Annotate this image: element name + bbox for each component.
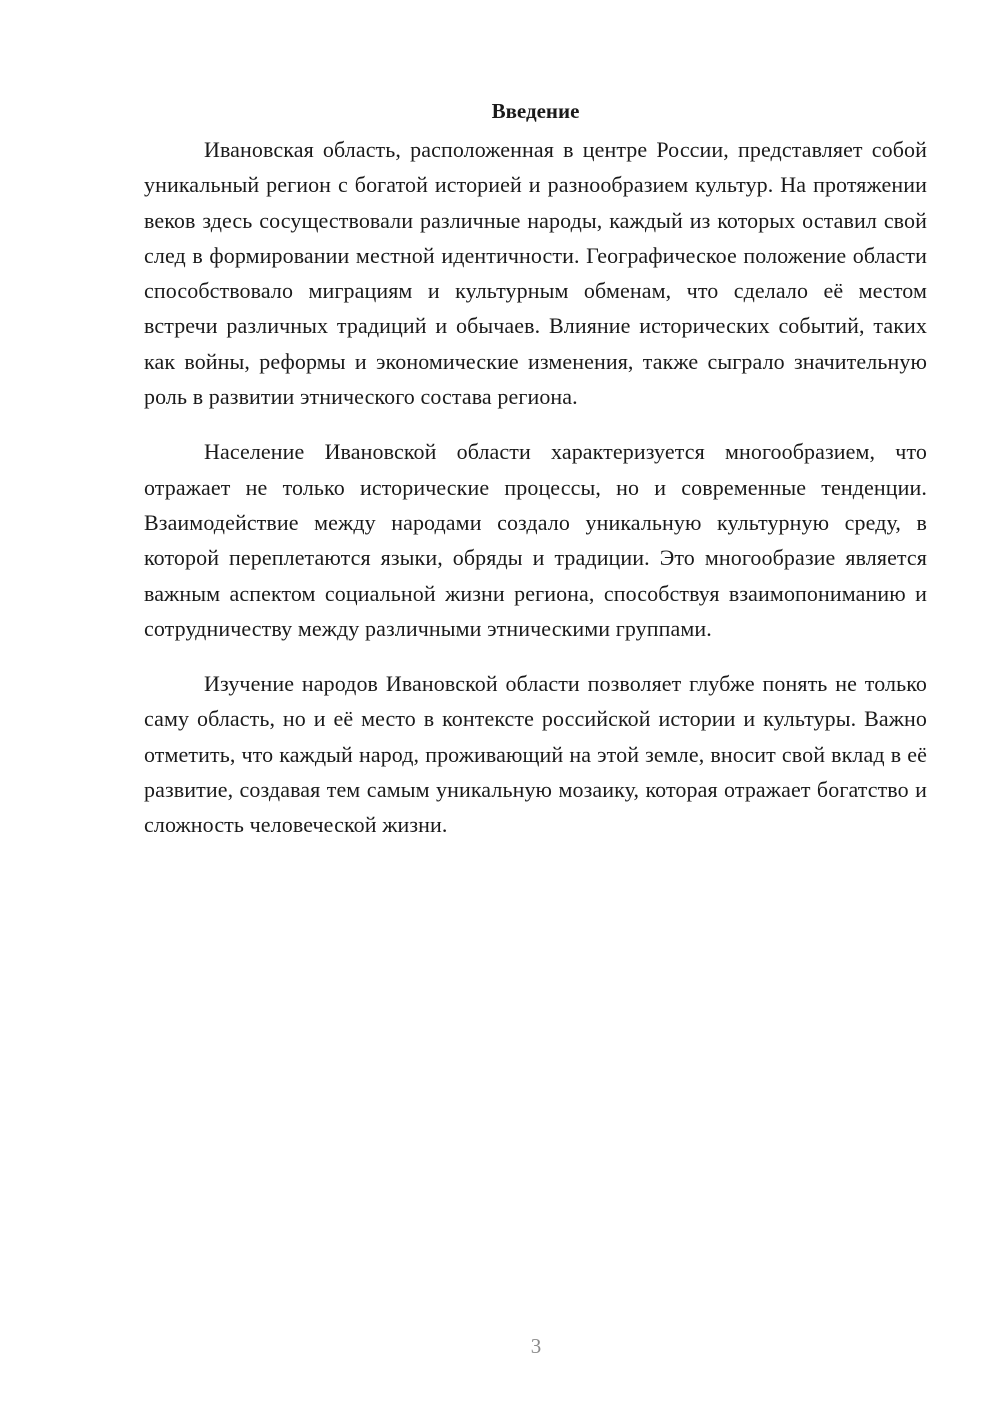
paragraph-1: Ивановская область, расположенная в центре России, представляет собой уникальный регион с богатой историей и разнообразием культур. На протяжении веков здесь сосуществовали различные народы, каждый из которых оставил свой след в формировании местной идентичности. Географическое положение области способствовало миграциям и культурным обменам, что сделало её местом встречи различных традиций и обычаев. Влияние исторических событий, таких как войны, реформы и экономические изменения, также сыграло значительную роль в развитии этнического состава региона. [144, 137, 927, 410]
paragraph-3: Изучение народов Ивановской области позволяет глубже понять не только саму область, но и её место в контексте российской истории и культуры. Важно отметить, что каждый народ, проживающий на этой земле, вносит свой вклад в её развитие, создавая тем самым уникальную мозаику, которая отражает богатство и сложность человеческой жизни. [144, 671, 927, 838]
paragraph-2: Население Ивановской области характеризуется многообразием, что отражает не только исторические процессы, но и современные тенденции. Взаимодействие между народами создало уникальную культурную среду, в которой переплетаются языки, обряды и традиции. Это многообразие является важным аспектом социальной жизни региона, способствуя взаимопониманию и сотрудничеству между различными этническими группами. [144, 439, 927, 641]
page-content [144, 96, 927, 863]
section-title: Введение [491, 99, 580, 123]
page-number: 3 [530, 1334, 542, 1358]
